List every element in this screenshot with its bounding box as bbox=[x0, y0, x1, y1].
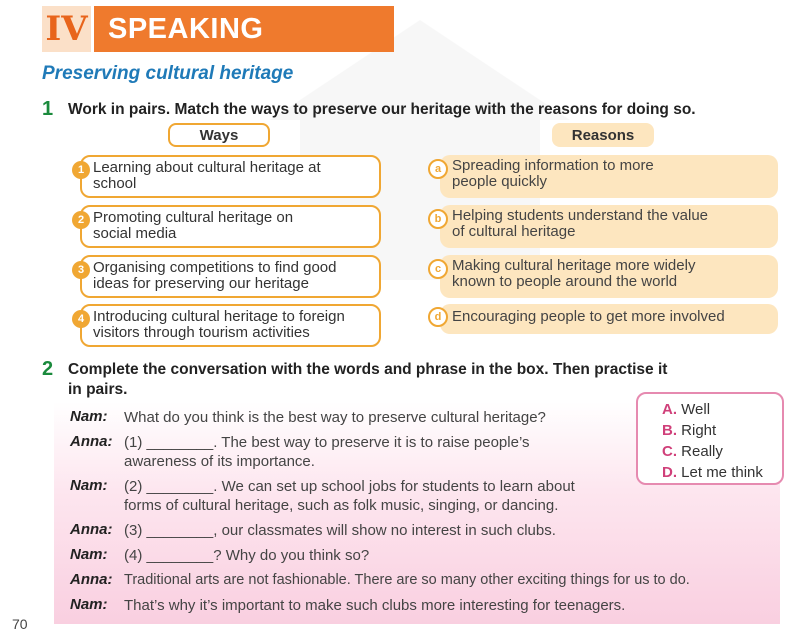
way-number-badge: 4 bbox=[72, 310, 90, 328]
dialogue-line: That’s why it’s important to make such clubs more interesting for teenagers. bbox=[124, 597, 626, 614]
dialogue-line: (2) ________. We can set up school jobs for students to learn about bbox=[124, 478, 575, 495]
task-2-number: 2 bbox=[42, 358, 54, 380]
dialogue-speaker: Anna: bbox=[70, 571, 113, 588]
section-title: SPEAKING bbox=[94, 6, 394, 52]
ways-heading: Ways bbox=[168, 123, 270, 147]
reason-line-1: Making cultural heritage more widely bbox=[452, 257, 696, 274]
dialogue-speaker: Nam: bbox=[70, 596, 108, 613]
dialogue-line: (1) ________. The best way to preserve it is to raise people’s bbox=[124, 434, 530, 451]
way-line-2: social media bbox=[93, 225, 177, 242]
dialogue-speaker: Nam: bbox=[70, 546, 108, 563]
way-line-2: visitors through tourism activities bbox=[93, 324, 310, 341]
reason-item-a[interactable] bbox=[434, 155, 778, 198]
reasons-heading: Reasons bbox=[552, 123, 654, 147]
way-item-1[interactable] bbox=[77, 155, 381, 198]
dialogue-line: What do you think is the best way to preserve cultural heritage? bbox=[124, 409, 546, 426]
option-text: Well bbox=[681, 401, 711, 418]
option-text: Really bbox=[681, 443, 723, 460]
dialogue-line: (4) ________? Why do you think so? bbox=[124, 547, 370, 564]
section-header bbox=[42, 6, 394, 52]
option-letter: A. bbox=[662, 401, 677, 418]
way-number-badge: 2 bbox=[72, 211, 90, 229]
lesson-subtitle: Preserving cultural heritage bbox=[42, 63, 294, 84]
word-option-d[interactable] bbox=[662, 462, 782, 483]
reason-item-b[interactable] bbox=[434, 205, 778, 248]
word-option-b[interactable] bbox=[662, 420, 782, 441]
word-box bbox=[636, 392, 784, 485]
dialogue-line: Traditional arts are not fashionable. There are so many other exciting things for us to do. bbox=[124, 572, 690, 588]
way-line-1: Learning about cultural heritage at bbox=[93, 159, 321, 176]
word-option-a[interactable] bbox=[662, 399, 782, 420]
reason-letter-badge: c bbox=[428, 259, 448, 279]
dialogue-line-continued: awareness of its importance. bbox=[124, 453, 315, 470]
dialogue-line: (3) ________, our classmates will show no interest in such clubs. bbox=[124, 522, 556, 539]
way-item-4[interactable] bbox=[77, 304, 381, 347]
reason-line-2: known to people around the world bbox=[452, 273, 678, 290]
way-line-2: school bbox=[93, 175, 137, 192]
task-2-instruction-line-2: in pairs. bbox=[68, 381, 128, 398]
reason-item-d[interactable] bbox=[434, 304, 778, 334]
dialogue-line-continued: forms of cultural heritage, such as folk music, singing, or dancing. bbox=[124, 497, 559, 514]
reason-line-2: of cultural heritage bbox=[452, 223, 576, 240]
way-number-badge: 1 bbox=[72, 161, 90, 179]
dialogue-speaker: Anna: bbox=[70, 521, 113, 538]
way-line-1: Introducing cultural heritage to foreign bbox=[93, 308, 345, 325]
way-number-badge: 3 bbox=[72, 261, 90, 279]
dialogue-speaker: Nam: bbox=[70, 408, 108, 425]
reason-letter-badge: d bbox=[428, 307, 448, 327]
dialogue-speaker: Nam: bbox=[70, 477, 108, 494]
option-text: Right bbox=[681, 422, 717, 439]
reason-line-1: Encouraging people to get more involved bbox=[452, 308, 725, 325]
option-letter: B. bbox=[662, 422, 677, 439]
way-item-3[interactable] bbox=[77, 255, 381, 298]
reason-line-1: Helping students understand the value bbox=[452, 207, 709, 224]
task-1-instruction: Work in pairs. Match the ways to preserve our heritage with the reasons for doing so. bbox=[68, 101, 696, 118]
reason-letter-badge: a bbox=[428, 159, 448, 179]
dialogue-speaker: Anna: bbox=[70, 433, 113, 450]
reason-letter-badge: b bbox=[428, 209, 448, 229]
option-text: Let me think bbox=[681, 464, 763, 481]
way-line-2: ideas for preserving our heritage bbox=[93, 275, 309, 292]
reason-line-2: people quickly bbox=[452, 173, 548, 190]
way-item-2[interactable] bbox=[77, 205, 381, 248]
reason-line-1: Spreading information to more bbox=[452, 157, 654, 174]
task-2-instruction-line-1: Complete the conversation with the words and phrase in the box. Then practise it bbox=[68, 361, 668, 378]
word-option-c[interactable] bbox=[662, 441, 782, 462]
page-number: 70 bbox=[12, 616, 28, 629]
reason-item-c[interactable] bbox=[434, 255, 778, 298]
option-letter: C. bbox=[662, 443, 677, 460]
section-roman-numeral: IV bbox=[42, 6, 94, 52]
option-letter: D. bbox=[662, 464, 677, 481]
way-line-1: Organising competitions to find good bbox=[93, 259, 337, 276]
task-1-number: 1 bbox=[42, 98, 54, 120]
way-line-1: Promoting cultural heritage on bbox=[93, 209, 294, 226]
